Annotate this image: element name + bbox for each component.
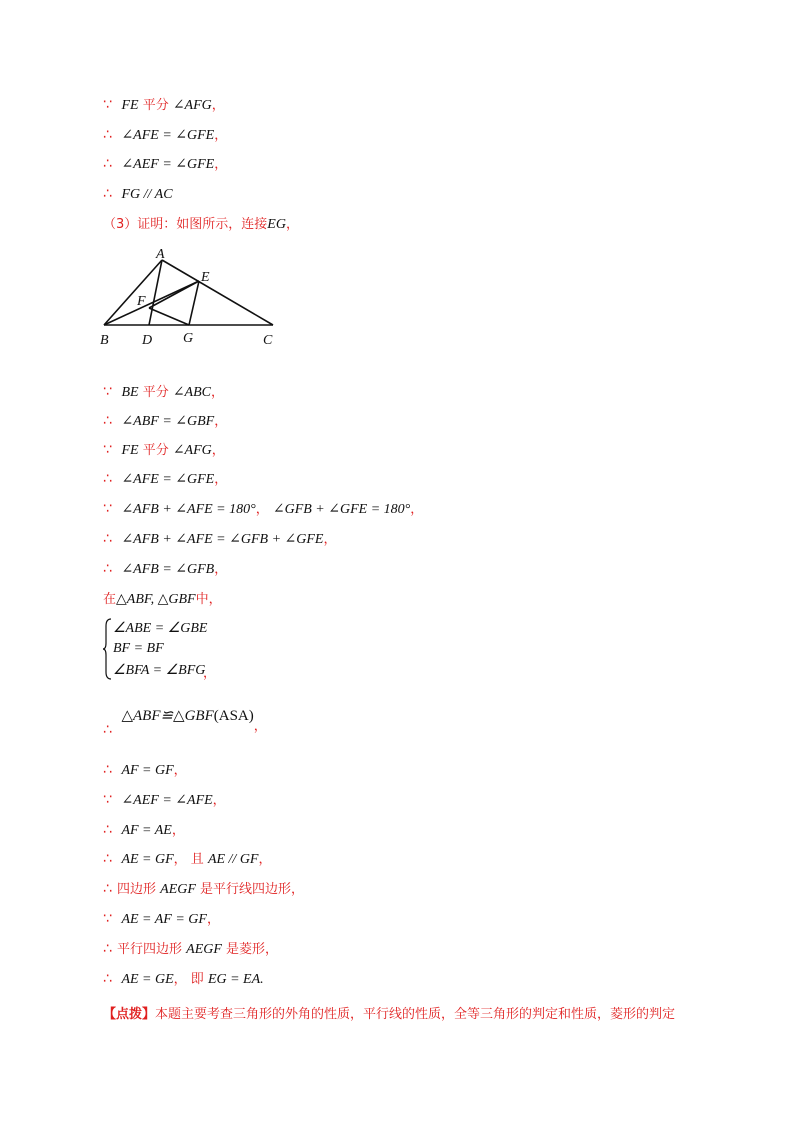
system-row: ∠BFA = ∠BFG [113, 663, 206, 678]
punct: ， [211, 443, 225, 458]
therefore-symbol: ∴ [103, 531, 112, 547]
because-symbol: ∵ [103, 792, 112, 808]
math-expr: AE = GE [121, 972, 174, 987]
left-brace [103, 618, 112, 680]
therefore-symbol: ∴ [103, 471, 112, 487]
label-F: F [137, 294, 146, 309]
line-mid-6 [103, 561, 227, 578]
hint-note [103, 1003, 675, 1022]
math-expr: ∠AFB + ∠AFE = 180° [121, 502, 256, 517]
math-expr: EG = EA [207, 972, 261, 987]
because-symbol: ∵ [103, 97, 112, 113]
math-expr: (ASA) [213, 708, 254, 724]
math-expr: ∠ABF = ∠GBF [121, 414, 215, 429]
therefore-symbol: ∴ [103, 881, 112, 897]
system-row: ∠ABE = ∠GBE [113, 621, 208, 636]
punct: ， [171, 823, 185, 838]
text-fragment: 四边形 [117, 882, 161, 897]
line-mid-0 [103, 384, 224, 401]
text-fragment: 是平行线四边形， [195, 882, 305, 897]
in-triangles-line [103, 591, 222, 608]
math-expr: ∠AEF = ∠AFE [121, 793, 213, 808]
math-expr: ∠AFB + ∠AFE = ∠GFB + ∠GFE [121, 532, 324, 547]
line-mid-2 [103, 442, 225, 459]
math-expr: AE = GF [121, 852, 174, 867]
label-D: D [142, 333, 153, 348]
math-expr: EG [267, 217, 286, 232]
hint-text: 本题主要考查三角形的外角的性质，平行线的性质，全等三角形的判定和性质，菱形的判定 [155, 1007, 676, 1022]
line-mid-5 [103, 531, 336, 548]
line-top-3 [103, 186, 173, 203]
text-fragment: ， [255, 502, 273, 517]
math-expr: AE = AF = GF [121, 912, 207, 927]
punct: ， [212, 793, 226, 808]
text-fragment: 平分 [138, 98, 173, 113]
label-G: G [183, 331, 194, 346]
math-expr: ∠AFG [172, 98, 212, 113]
therefore-symbol: ∴ [103, 561, 112, 577]
line-bottom-7 [103, 971, 264, 988]
math-expr: FE [121, 443, 139, 458]
line-bottom-2 [103, 822, 185, 839]
punct: ， [214, 157, 228, 172]
punct: ， [211, 98, 225, 113]
math-expr: AF = AE [121, 823, 172, 838]
line-bottom-6 [103, 941, 278, 958]
punct: ， [214, 472, 228, 487]
therefore-symbol: ∴ [103, 186, 112, 202]
congruence-line [103, 708, 267, 738]
therefore-symbol: ∴ [103, 722, 112, 738]
label-E: E [201, 270, 210, 285]
because-symbol: ∵ [103, 384, 112, 400]
punct: ， [203, 666, 217, 681]
math-expr: ∠AFG [172, 443, 212, 458]
line-top-0 [103, 97, 225, 114]
text-fragment: ， 且 [173, 852, 208, 867]
therefore-symbol: ∴ [103, 851, 112, 867]
punct: ， [214, 414, 228, 429]
punct: . [260, 972, 264, 987]
therefore-symbol: ∴ [103, 822, 112, 838]
punct: ， [211, 385, 225, 400]
math-expr: AEGF [186, 942, 222, 957]
label-C: C [263, 333, 273, 348]
system-row: BF = BF [113, 641, 164, 656]
line-bottom-5 [103, 911, 220, 928]
math-expr: ∠AFE = ∠GFE [121, 472, 215, 487]
therefore-symbol: ∴ [103, 971, 112, 987]
label-A: A [156, 247, 165, 262]
line-mid-4 [103, 501, 423, 518]
line-bottom-0 [103, 762, 187, 779]
punct: ， [173, 763, 187, 778]
math-expr: ∠ABC [172, 385, 211, 400]
math-expr: FE [121, 98, 139, 113]
math-expr: △ABF, △GBF [116, 592, 196, 607]
line-mid-3 [103, 471, 227, 488]
math-expr: AE // GF [207, 852, 259, 867]
hint-tag: 【点拨】 [103, 1007, 156, 1022]
punct: ， [410, 502, 424, 517]
math-expr: AEGF [160, 882, 196, 897]
math-expr: △ABF≌△GBF [121, 708, 214, 724]
line-top-1 [103, 127, 227, 144]
punct: ， [214, 128, 228, 143]
because-symbol: ∵ [103, 911, 112, 927]
geometry-figure [95, 243, 295, 351]
because-symbol: ∵ [103, 442, 112, 458]
math-expr: FG // AC [121, 187, 173, 202]
punct: ， [323, 532, 337, 547]
math-expr: ∠GFB + ∠GFE = 180° [272, 502, 411, 517]
therefore-symbol: ∴ [103, 156, 112, 172]
line-bottom-4 [103, 881, 304, 898]
punct: ， [258, 852, 272, 867]
line-top-2 [103, 156, 227, 173]
therefore-symbol: ∴ [103, 413, 112, 429]
text-fragment: 中， [195, 592, 222, 607]
text-fragment: 平分 [138, 443, 173, 458]
therefore-symbol: ∴ [103, 127, 112, 143]
punct: ， [206, 912, 220, 927]
therefore-symbol: ∴ [103, 762, 112, 778]
text-fragment: 是菱形， [221, 942, 279, 957]
math-expr: AF = GF [121, 763, 174, 778]
math-expr: ∠AEF = ∠GFE [121, 157, 215, 172]
punct: ， [285, 217, 299, 232]
line-bottom-3 [103, 851, 272, 868]
punct: ， [214, 562, 228, 577]
text-fragment: 平行四边形 [117, 942, 187, 957]
line-bottom-1 [103, 792, 226, 809]
line-mid-1 [103, 413, 227, 430]
text-fragment: ， 即 [173, 972, 208, 987]
label-B: B [100, 333, 109, 348]
part3-label: （3）证明：如图所示，连接 [103, 217, 268, 232]
math-expr: BE [121, 385, 139, 400]
math-expr: ∠AFE = ∠GFE [121, 128, 215, 143]
math-expr: ∠AFB = ∠GFB [121, 562, 215, 577]
text-fragment: 平分 [138, 385, 173, 400]
part3-heading [103, 216, 299, 233]
punct: ， [253, 719, 267, 734]
because-symbol: ∵ [103, 501, 112, 517]
therefore-symbol: ∴ [103, 941, 112, 957]
text-fragment: 在 [103, 592, 117, 607]
